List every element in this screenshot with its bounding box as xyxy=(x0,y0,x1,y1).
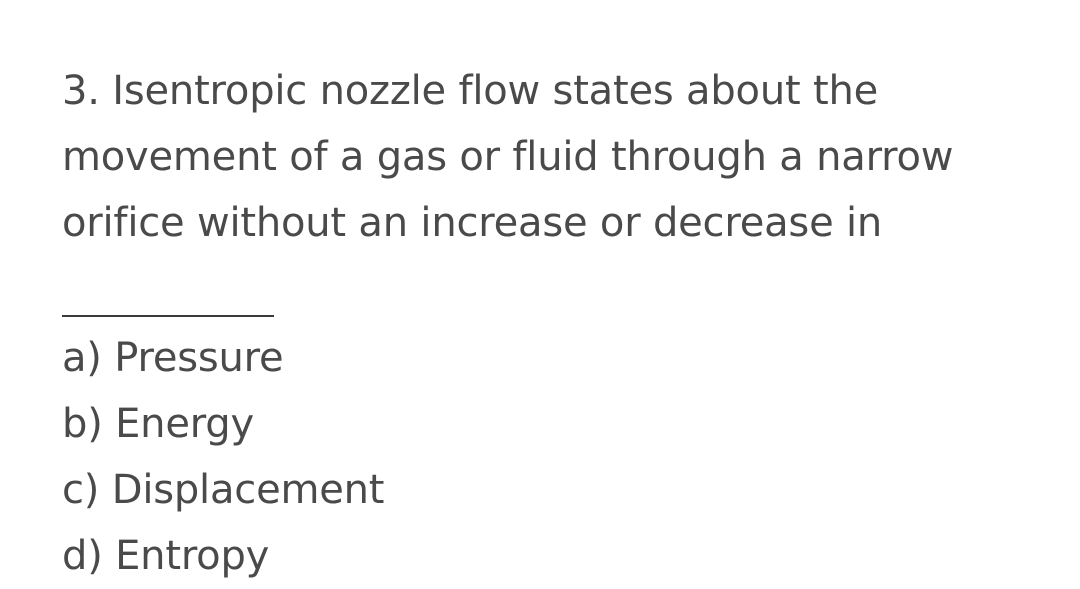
option-b: b) Energy xyxy=(62,401,254,447)
options-list xyxy=(62,325,384,589)
question-line: orifice without an increase or decrease in xyxy=(62,200,883,246)
question-text xyxy=(62,58,1052,256)
option-c: c) Displacement xyxy=(62,467,385,513)
question-line: movement of a gas or fluid through a narrow xyxy=(62,134,954,180)
answer-blank-line xyxy=(62,315,274,317)
option-d: d) Entropy xyxy=(62,533,270,579)
option-a: a) Pressure xyxy=(62,335,284,381)
question-line: 3. Isentropic nozzle flow states about the xyxy=(62,68,879,114)
